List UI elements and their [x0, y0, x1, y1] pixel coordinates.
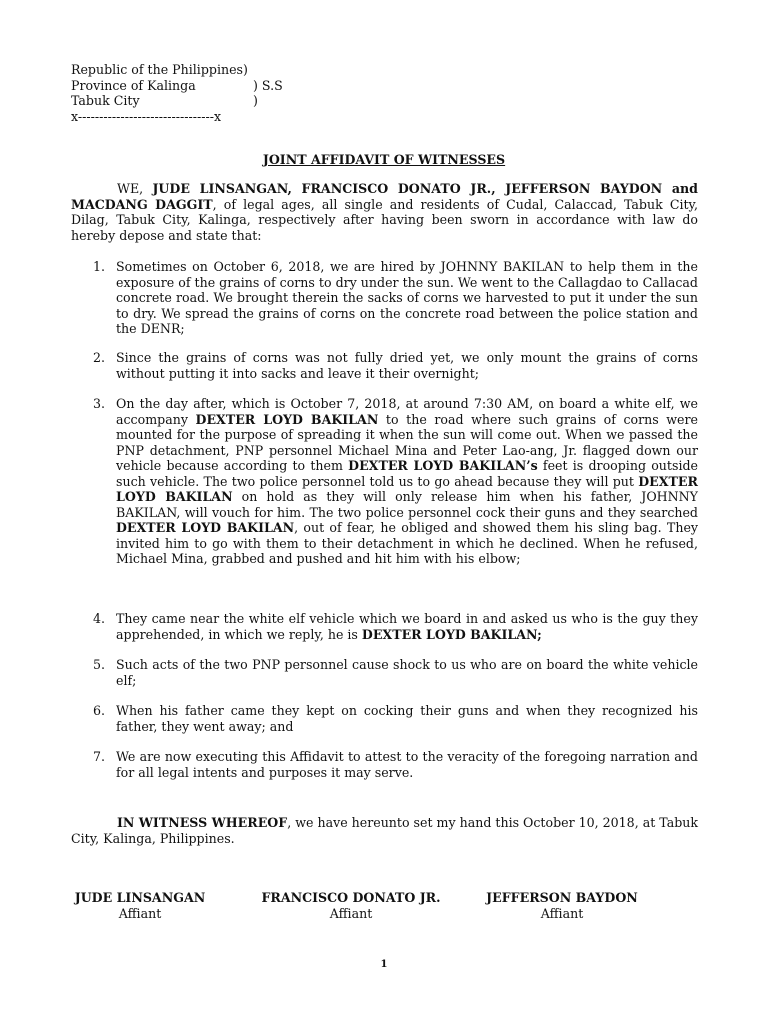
affiant-role: Affiant	[540, 905, 584, 921]
item-text	[116, 703, 698, 734]
venue-label: Republic of the Philippines)	[71, 62, 248, 77]
signature-affiant-3	[472, 890, 652, 921]
witness-heading: IN WITNESS WHEREOF	[117, 815, 288, 830]
venue-line-province	[71, 78, 371, 94]
statement-item	[71, 749, 698, 780]
text-run: They came near the white elf vehicle which we board in and asked us who is the guy they apprehended, in which we reply, he is	[116, 611, 698, 642]
venue-paren: )	[253, 93, 258, 108]
venue-line-city	[71, 93, 371, 109]
text-run: to the road where such grains of corns were mounted for the purpose of spreading it when the sun will come out. When we passed the PNP detachment, PNP personnel Michael Mina and Peter Lao-ang, Jr. flagged down our vehicle because according to them	[116, 411, 698, 473]
venue-line-country	[71, 62, 371, 78]
text-run: , out of fear, he obliged and showed them his sling bag. They invited him to go with them to their detachment in which he declined. When he refused, Michael Mina, grabbed and pushed and hit him with his elbow;	[116, 520, 699, 566]
text-run: Since the grains of corns was not fully dried yet, we only mount the grains of corns without putting it into sacks and leave it their overnight;	[116, 350, 698, 381]
venue-label: x--------------------------------x	[71, 108, 222, 124]
affiant-names: JUDE LINSANGAN, FRANCISCO DONATO JR., JEFFERSON BAYDON and MACDANG DAGGIT	[71, 181, 698, 212]
signature-affiant-2	[246, 890, 456, 921]
item-number: 4.	[93, 611, 106, 626]
item-number: 1.	[93, 259, 106, 274]
statement-item	[71, 259, 698, 337]
item-text	[116, 611, 698, 642]
text-run: We are now executing this Affidavit to attest to the veracity of the foregoing narration and for all legal intents and purposes it may serve.	[116, 749, 698, 780]
intro-paragraph	[71, 181, 698, 243]
affiant-role: Affiant	[329, 905, 373, 921]
item-number: 7.	[93, 749, 106, 764]
statement-item	[71, 657, 698, 688]
item-text	[116, 657, 698, 688]
signature-affiant-1	[65, 890, 215, 921]
statement-item	[71, 611, 698, 642]
text-run: On the day after, which is October 7, 2018, at around 7:30 AM, on board a white elf, we accompany	[116, 396, 698, 427]
item-number: 6.	[93, 703, 106, 718]
witness-text: , we have hereunto set my hand this October 10, 2018, at Tabuk City, Kalinga, Philippines.	[71, 815, 699, 846]
text-run: Sometimes on October 6, 2018, we are hired by JOHNNY BAKILAN to help them in the exposure of the grains of corns to dry under the sun. We went to the Callagdao to Callacad concrete road. We brought therein the sacks of corns we harvested to put it under the sun to dry. We spread the grains of corns on the concrete road between the police station and the DENR;	[116, 259, 698, 336]
bold-name-run: DEXTER LOYD BAKILAN	[195, 411, 379, 427]
venue-separator	[71, 109, 371, 125]
item-text	[116, 259, 698, 337]
affiant-name: FRANCISCO DONATO JR.	[261, 890, 441, 905]
venue-label: Province of Kalinga	[71, 77, 196, 93]
witness-paragraph	[71, 815, 698, 846]
venue-block	[71, 62, 371, 124]
item-text	[116, 396, 698, 567]
intro-text: , of legal ages, all single and residents of Cudal, Calaccad, Tabuk City, Dilag, Tabuk City, Kalinga, respectively after having been sworn in accordance with law do hereby depose and state that:	[71, 196, 698, 243]
item-number: 2.	[93, 350, 106, 365]
bold-name-run: DEXTER LOYD BAKILAN’s	[348, 458, 538, 473]
item-text	[116, 749, 698, 780]
page-number: 1	[380, 959, 388, 970]
affiant-role: Affiant	[118, 905, 162, 921]
item-number: 5.	[93, 657, 106, 672]
text-run: When his father came they kept on cocking their guns and when they recognized his father, they went away; and	[116, 703, 698, 734]
affiant-name: JUDE LINSANGAN	[74, 890, 206, 905]
item-number: 3.	[93, 396, 106, 411]
venue-paren: ) S.S	[253, 77, 283, 93]
text-run: on hold as they will only release him when his father, JOHNNY BAKILAN, will vouch for him. The two police personnel cock their guns and they searched	[116, 489, 698, 520]
text-run: feet is drooping outside such vehicle. The two police personnel told us to go ahead because they will put	[116, 458, 698, 489]
bold-name-run: DEXTER LOYD BAKILAN;	[361, 626, 542, 642]
statement-item	[71, 396, 698, 567]
bold-name-run: DEXTER LOYD BAKILAN	[116, 473, 698, 504]
affiant-name: JEFFERSON BAYDON	[486, 890, 638, 905]
document-title: JOINT AFFIDAVIT OF WITNESSES	[262, 152, 506, 167]
bold-name-run: DEXTER LOYD BAKILAN	[116, 520, 295, 535]
venue-label: Tabuk City	[71, 93, 140, 108]
item-text	[116, 350, 698, 381]
statement-item	[71, 350, 698, 381]
text-run: Such acts of the two PNP personnel cause shock to us who are on board the white vehicle elf;	[116, 657, 698, 688]
intro-we: WE,	[117, 181, 144, 196]
statement-item	[71, 703, 698, 734]
